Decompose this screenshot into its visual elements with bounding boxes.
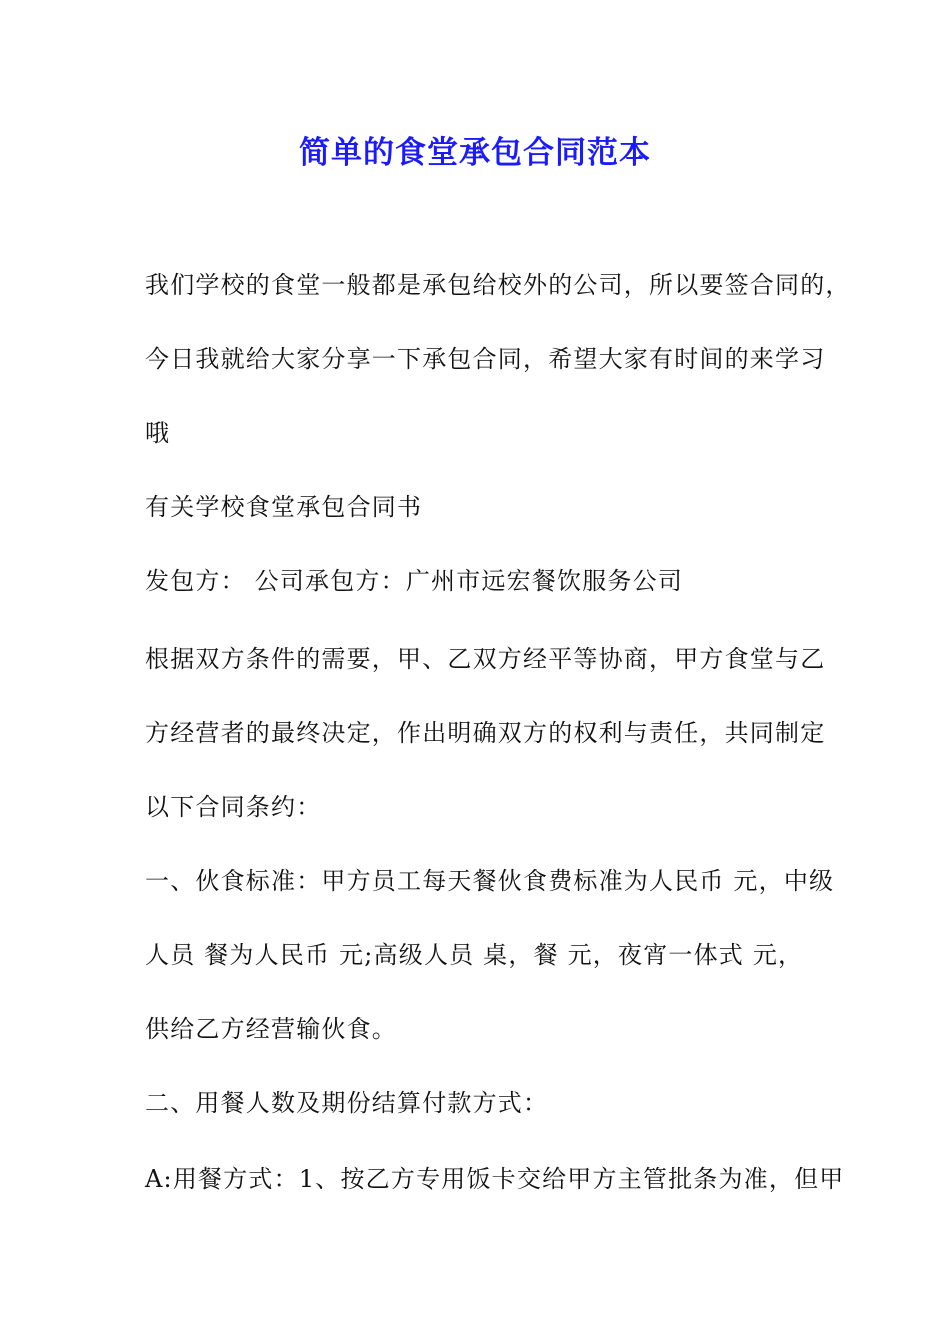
parties-line: 发包方： 公司承包方：广州市远宏餐饮服务公司	[145, 567, 684, 595]
paragraph-line-6: 根据双方条件的需要，甲、乙双方经平等协商，甲方食堂与乙	[145, 645, 826, 673]
clause-2-heading: 二、用餐人数及期份结算付款方式：	[145, 1089, 549, 1117]
clause-1-line-1: 一、伙食标准：甲方员工每天餐伙食费标准为人民币 元，中级	[145, 867, 835, 895]
paragraph-line-3: 哦	[145, 419, 171, 447]
paragraph-line-2: 今日我就给大家分享一下承包合同，希望大家有时间的来学习	[145, 345, 826, 373]
contract-heading: 有关学校食堂承包合同书	[145, 493, 423, 521]
paragraph-line-7: 方经营者的最终决定，作出明确双方的权利与责任，共同制定	[145, 719, 826, 747]
paragraph-line-1: 我们学校的食堂一般都是承包给校外的公司，所以要签合同的，	[145, 271, 851, 299]
paragraph-line-8: 以下合同条约：	[145, 793, 322, 821]
clause-2a-line: A:用餐方式：1、按乙方专用饭卡交给甲方主管批条为准，但甲	[145, 1165, 845, 1193]
clause-1-line-3: 供给乙方经营输伙食。	[145, 1015, 397, 1043]
clause-1-line-2: 人员 餐为人民币 元;高级人员 桌，餐 元，夜宵一体式 元，	[145, 941, 804, 969]
document-title: 简单的食堂承包合同范本	[299, 135, 651, 171]
